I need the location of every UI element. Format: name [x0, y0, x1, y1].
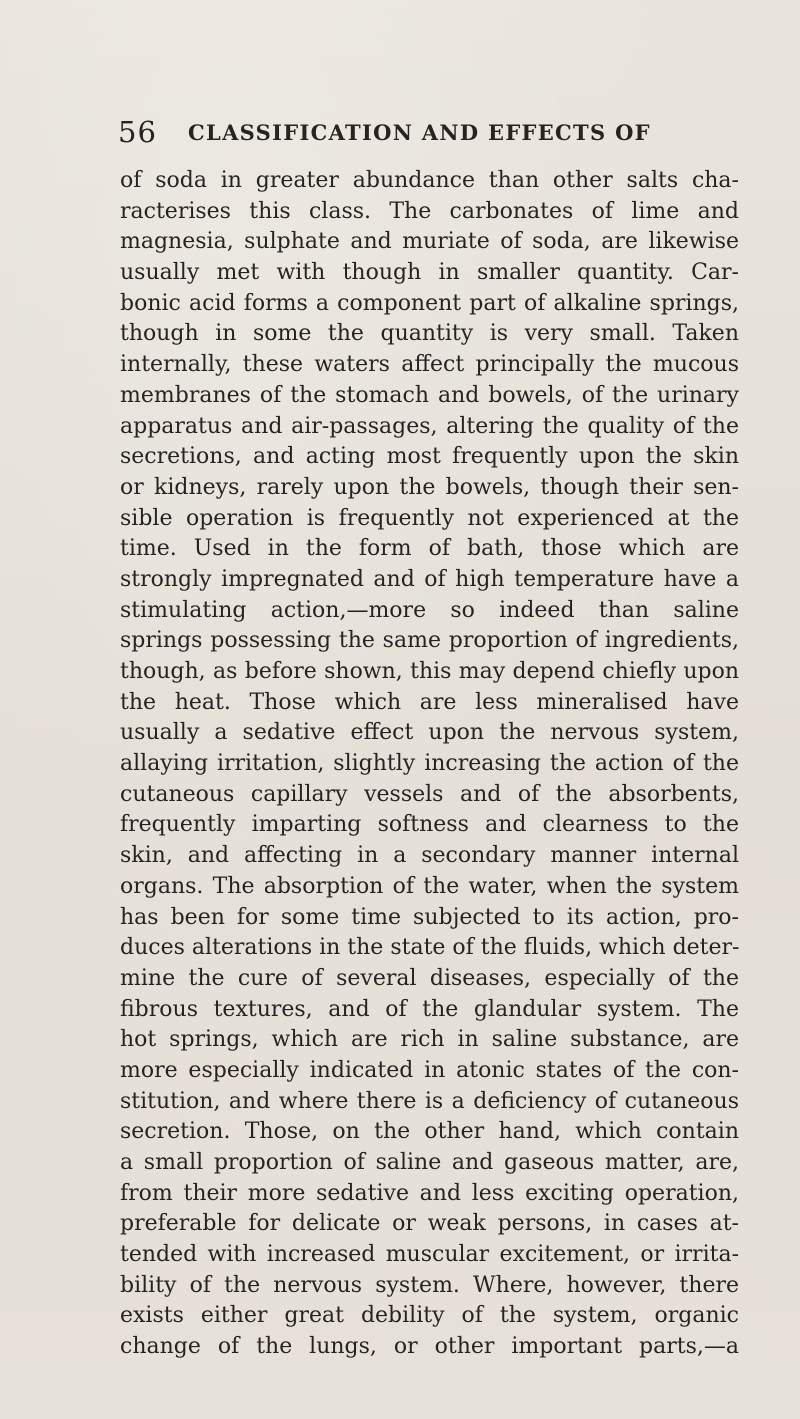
text-line: apparatus and air-passages, altering the quality of the: [120, 413, 739, 439]
text-line: racterises this class. The carbonates of lime and: [120, 198, 739, 224]
text-line: mine the cure of several diseases, especially of the: [120, 965, 739, 991]
text-line: time. Used in the form of bath, those which are: [120, 536, 739, 562]
text-line: springs possessing the same proportion of ingredients,: [120, 628, 739, 654]
text-line: from their more sedative and less exciting operation,: [120, 1180, 739, 1206]
text-line: though, as before shown, this may depend chiefly upon: [120, 659, 739, 684]
text-line: stimulating action,—more so indeed than saline: [120, 597, 739, 623]
text-line: secretion. Those, on the other hand, which contain: [120, 1119, 739, 1145]
text-line: bonic acid forms a component part of alkaline springs,: [120, 290, 739, 316]
text-line: though in some the quantity is very small. Taken: [120, 321, 739, 347]
text-line: usually met with though in smaller quantity. Car-: [120, 260, 739, 286]
text-line: allaying irritation, slightly increasing the action of the: [120, 751, 739, 777]
text-line: a small proportion of saline and gaseous matter, are,: [120, 1150, 739, 1175]
text-line: skin, and affecting in a secondary manner internal: [120, 843, 739, 869]
text-line: magnesia, sulphate and muriate of soda, are likewise: [120, 229, 739, 255]
text-line: change of the lungs, or other important parts,—a: [120, 1334, 739, 1360]
body-text: [120, 166, 739, 1363]
text-line: strongly impregnated and of high temperature have a: [120, 566, 739, 592]
text-line: exists either great debility of the system, organic: [120, 1303, 739, 1329]
text-line: bility of the nervous system. Where, however, there: [120, 1272, 739, 1298]
text-line: the heat. Those which are less mineralised have: [120, 689, 739, 715]
text-line: of soda in greater abundance than other salts cha-: [120, 168, 739, 193]
text-line: fibrous textures, and of the glandular system. The: [120, 996, 739, 1022]
text-line: stitution, and where there is a deficiency of cutaneous: [120, 1088, 739, 1114]
text-line: preferable for delicate or weak persons, in cases at-: [120, 1211, 739, 1237]
text-line: duces alterations in the state of the fluids, which deter-: [120, 935, 739, 961]
running-head: [118, 112, 738, 152]
text-line: has been for some time subjected to its action, pro-: [120, 904, 739, 930]
text-line: organs. The absorption of the water, when the system: [120, 873, 739, 899]
text-line: hot springs, which are rich in saline substance, are: [120, 1027, 739, 1053]
page-number: 56: [118, 115, 157, 149]
text-line: sible operation is frequently not experienced at the: [120, 505, 739, 531]
running-title: CLASSIFICATION AND EFFECTS OF: [188, 120, 651, 145]
text-line: secretions, and acting most frequently upon the skin: [120, 444, 739, 470]
text-line: usually a sedative effect upon the nervous system,: [120, 720, 739, 746]
text-line: or kidneys, rarely upon the bowels, though their sen-: [120, 474, 739, 500]
text-line: frequently imparting softness and clearness to the: [120, 812, 739, 838]
text-line: internally, these waters affect principally the mucous: [120, 352, 739, 378]
text-line: more especially indicated in atonic states of the con-: [120, 1057, 739, 1083]
text-line: cutaneous capillary vessels and of the absorbents,: [120, 781, 739, 807]
text-line: membranes of the stomach and bowels, of the urinary: [120, 382, 739, 408]
text-line: tended with increased muscular excitement, or irrita-: [120, 1242, 739, 1268]
